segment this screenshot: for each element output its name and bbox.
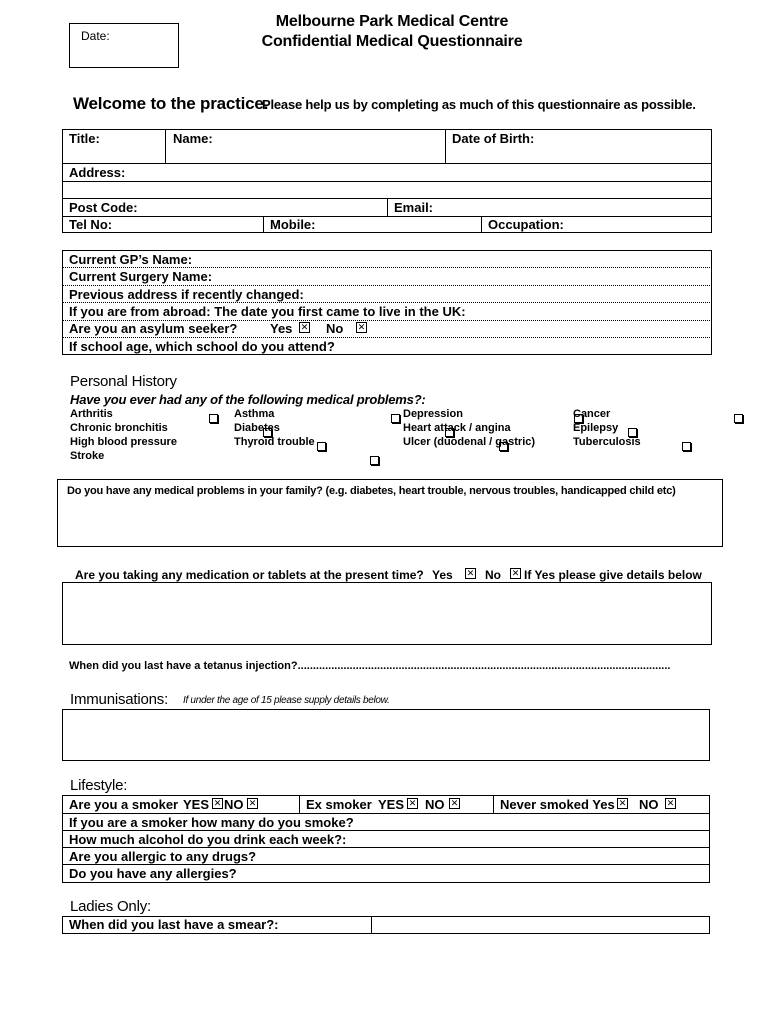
- condition-thyroid: Thyroid trouble: [234, 436, 315, 448]
- cancer-checkbox[interactable]: [734, 414, 743, 423]
- tel-field[interactable]: Tel No:: [69, 217, 113, 232]
- form-title: Confidential Medical Questionnaire: [261, 33, 523, 50]
- condition-cancer: Cancer: [573, 408, 611, 420]
- occupation-field[interactable]: Occupation:: [488, 217, 564, 232]
- abroad-date-field[interactable]: If you are from abroad: The date you first came to live in the UK:: [69, 304, 466, 319]
- arthritis-checkbox[interactable]: [209, 414, 218, 423]
- condition-depression: Depression: [403, 408, 463, 420]
- smoker-no-label: NO: [224, 797, 244, 812]
- asylum-yes-checkbox[interactable]: ✕: [300, 322, 309, 332]
- name-field[interactable]: Name:: [173, 131, 213, 146]
- immunisations-heading: Immunisations:: [70, 691, 169, 708]
- surgery-name-field[interactable]: Current Surgery Name:: [69, 269, 213, 284]
- condition-arthritis: Arthritis: [70, 408, 113, 420]
- email-field[interactable]: Email:: [394, 200, 434, 215]
- dob-field[interactable]: Date of Birth:: [452, 131, 535, 146]
- never-smoked-yes-checkbox[interactable]: ✕: [618, 798, 627, 808]
- smoker-yes-checkbox[interactable]: ✕: [213, 798, 222, 808]
- medication-yes-checkbox[interactable]: ✕: [466, 568, 475, 578]
- alcohol-field[interactable]: How much alcohol do you drink each week?:: [69, 832, 347, 847]
- smoker-yes-label: YES: [183, 797, 210, 812]
- smoker-no-checkbox[interactable]: ✕: [248, 798, 257, 808]
- asylum-no-checkbox[interactable]: ✕: [357, 322, 366, 332]
- condition-asthma: Asthma: [234, 408, 275, 420]
- asylum-no-label: No: [326, 321, 344, 336]
- condition-epilepsy: Epilepsy: [573, 422, 619, 434]
- condition-chronic-bronchitis: Chronic bronchitis: [70, 422, 168, 434]
- medication-no-label: No: [485, 568, 501, 582]
- welcome-subtext: Please help us by completing as much of this questionnaire as possible.: [262, 97, 696, 112]
- medication-no-checkbox[interactable]: ✕: [511, 568, 520, 578]
- medication-yes-label: Yes: [432, 568, 453, 582]
- date-box[interactable]: [69, 23, 179, 68]
- blood-pressure-checkbox[interactable]: [317, 442, 326, 451]
- ex-smoker-no-label: NO: [425, 797, 445, 812]
- smoke-quantity-field[interactable]: If you are a smoker how many do you smoke?: [69, 815, 354, 830]
- condition-tuberculosis: Tuberculosis: [573, 436, 641, 448]
- ex-smoker-no-checkbox[interactable]: ✕: [450, 798, 459, 808]
- title-field[interactable]: Title:: [69, 131, 100, 146]
- medication-details-box[interactable]: [62, 582, 712, 645]
- lifestyle-heading: Lifestyle:: [70, 777, 128, 794]
- ulcer-checkbox[interactable]: [682, 442, 691, 451]
- immunisations-note: If under the age of 15 please supply details below.: [183, 695, 390, 706]
- ex-smoker-label: Ex smoker: [306, 797, 372, 812]
- never-smoked-no-checkbox[interactable]: ✕: [666, 798, 675, 808]
- date-label: Date:: [81, 29, 110, 43]
- condition-heart-attack: Heart attack / angina: [403, 422, 511, 434]
- previous-address-field[interactable]: Previous address if recently changed:: [69, 287, 304, 302]
- condition-stroke: Stroke: [70, 450, 105, 462]
- asthma-checkbox[interactable]: [391, 414, 400, 423]
- stroke-checkbox[interactable]: [370, 456, 379, 465]
- allergies-field[interactable]: Do you have any allergies?: [69, 866, 237, 881]
- practice-name: Melbourne Park Medical Centre: [275, 13, 509, 30]
- mobile-field[interactable]: Mobile:: [270, 217, 316, 232]
- gp-name-field[interactable]: Current GP’s Name:: [69, 252, 193, 267]
- ex-smoker-yes-label: YES: [378, 797, 405, 812]
- tetanus-question[interactable]: When did you last have a tetanus injection?..........................................................................................................................: [69, 660, 671, 672]
- medical-problems-question: Have you ever had any of the following medical problems?:: [70, 392, 426, 407]
- condition-high-blood-pressure: High blood pressure: [70, 436, 177, 448]
- never-smoked-label: Never smoked Yes: [500, 797, 615, 812]
- address-field[interactable]: Address:: [69, 165, 126, 180]
- drug-allergy-field[interactable]: Are you allergic to any drugs?: [69, 849, 257, 864]
- smear-field[interactable]: When did you last have a smear?:: [69, 917, 279, 932]
- asylum-question: Are you an asylum seeker?: [69, 321, 238, 336]
- asylum-yes-label: Yes: [270, 321, 293, 336]
- ex-smoker-yes-checkbox[interactable]: ✕: [408, 798, 417, 808]
- medication-question: Are you taking any medication or tablets at the present time?: [75, 568, 424, 582]
- condition-diabetes: Diabetes: [234, 422, 280, 434]
- immunisations-box[interactable]: [62, 709, 710, 761]
- welcome-heading: Welcome to the practice.: [73, 94, 269, 113]
- postcode-field[interactable]: Post Code:: [69, 200, 138, 215]
- smoker-question: Are you a smoker: [69, 797, 179, 812]
- personal-history-heading: Personal History: [70, 373, 177, 390]
- condition-ulcer: Ulcer (duodenal / gastric): [403, 436, 536, 448]
- medication-details-label: If Yes please give details below: [524, 568, 702, 582]
- never-smoked-no-label: NO: [639, 797, 659, 812]
- family-history-question: Do you have any medical problems in your family? (e.g. diabetes, heart trouble, nervous troubles, handicapped child etc): [67, 485, 676, 497]
- ladies-heading: Ladies Only:: [70, 898, 151, 915]
- school-field[interactable]: If school age, which school do you attend?: [69, 339, 335, 354]
